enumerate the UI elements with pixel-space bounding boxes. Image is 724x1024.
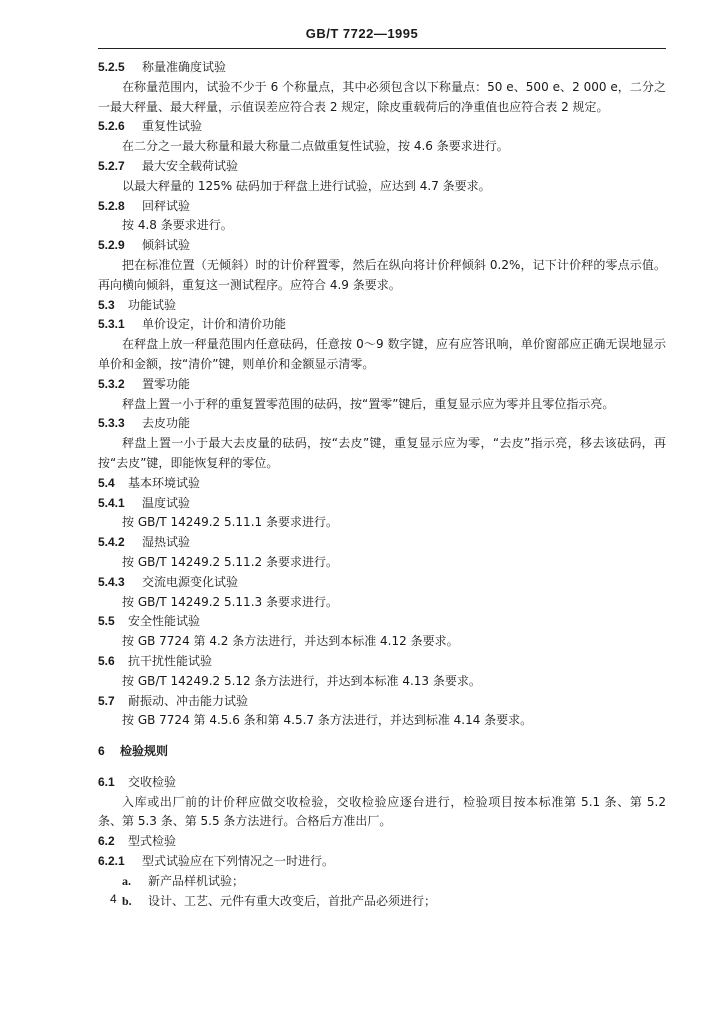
section-number: 5.3 (98, 297, 115, 312)
section-number: 6.2.1 (98, 854, 125, 869)
list-item (98, 872, 666, 892)
section-heading (98, 117, 666, 137)
section-title: 置零功能 (142, 376, 191, 391)
list-text: 新产品样机试验； (148, 873, 245, 888)
section-heading (98, 58, 666, 78)
chapter-heading (98, 742, 666, 762)
section-heading (98, 573, 666, 593)
section-number: 5.4.3 (98, 574, 125, 589)
section-number: 6.1 (98, 774, 115, 789)
section-title: 型式试验应在下列情况之一时进行。 (142, 854, 335, 869)
paragraph: 在秤盘上放一秤量范围内任意砝码，任意按 0～9 数字键，应有应答讯响，单价窗部应正确无误地显示单价和金额，按“清价”键，则单价和金额显示清零。 (98, 337, 666, 371)
section-title: 重复性试验 (142, 119, 203, 134)
paragraph: 按 4.8 条要求进行。 (122, 218, 233, 233)
section-number: 5.3.2 (98, 376, 125, 391)
section-heading (98, 612, 666, 632)
section-heading (98, 414, 666, 434)
section-title: 回秤试验 (142, 198, 191, 213)
document-body (98, 58, 666, 911)
section-number: 5.2.6 (98, 119, 125, 134)
section-number: 5.2.7 (98, 158, 125, 173)
section-title: 抗干扰性能试验 (128, 653, 213, 668)
section-number: 5.5 (98, 614, 115, 629)
section-heading (98, 533, 666, 553)
section-title: 安全性能试验 (128, 614, 201, 629)
paragraph: 以最大秤量的 125% 砝码加于秤盘上进行试验，应达到 4.7 条要求。 (122, 178, 491, 193)
section-heading (98, 375, 666, 395)
section-title: 基本环境试验 (128, 475, 201, 490)
section-number: 5.2.5 (98, 60, 125, 74)
section-title: 单价设定，计价和清价功能 (142, 317, 287, 332)
list-item (98, 892, 666, 912)
paragraph: 按 GB 7724 第 4.5.6 条和第 4.5.7 条方法进行，并达到标准 4.14 条要求。 (122, 713, 533, 728)
section-title: 最大安全载荷试验 (142, 158, 239, 173)
section-number: 6 (98, 744, 105, 759)
list-marker: b. (122, 893, 132, 908)
section-heading (98, 157, 666, 177)
section-title: 交流电源变化试验 (142, 574, 239, 589)
section-number: 5.4.2 (98, 535, 125, 550)
section-title: 检验规则 (120, 744, 169, 759)
section-heading (98, 474, 666, 494)
section-number: 5.2.9 (98, 238, 125, 253)
paragraph: 按 GB 7724 第 4.2 条方法进行，并达到本标准 4.12 条要求。 (122, 634, 459, 649)
section-heading (98, 692, 666, 712)
list-text: 设计、工艺、元件有重大改变后，首批产品必须进行； (148, 893, 437, 908)
section-heading (98, 832, 666, 852)
section-title: 型式检验 (128, 834, 177, 849)
paragraph: 把在标准位置（无倾斜）时的计价秤置零，然后在纵向将计价秤倾斜 0.2%，记下计价秤的零点示值。再向横向倾斜，重复这一测试程序。应符合 4.9 条要求。 (98, 257, 666, 292)
paragraph: 按 GB/T 14249.2 5.11.1 条要求进行。 (122, 515, 338, 530)
section-number: 5.4.1 (98, 495, 125, 510)
paragraph: 在二分之一最大称量和最大称量二点做重复性试验，按 4.6 条要求进行。 (122, 139, 509, 154)
section-title: 温度试验 (142, 495, 191, 510)
section-heading (98, 773, 666, 793)
section-title: 耐振动、冲击能力试验 (128, 693, 249, 708)
paragraph: 秤盘上置一小于最大去皮量的砝码，按“去皮”键，重复显示应为零，“去皮”指示亮，移去该砝码，再按“去皮”键，即能恢复秤的零位。 (98, 436, 666, 470)
paragraph: 在称量范围内，试验不少于 6 个称量点，其中必须包含以下称量点：50 e、500 e、2 000 e，二分之一最大秤量、最大秤量，示值误差应符合表 2 规定，除皮重载荷后的净重值也应符合表 2 规定。 (98, 79, 666, 114)
section-heading (98, 296, 666, 316)
section-heading (98, 494, 666, 514)
section-title: 去皮功能 (142, 416, 191, 431)
section-title: 交收检验 (128, 774, 177, 789)
section-number: 5.4 (98, 475, 115, 490)
section-heading (98, 852, 666, 872)
page-number: 4 (110, 892, 117, 906)
paragraph: 按 GB/T 14249.2 5.11.3 条要求进行。 (122, 594, 338, 609)
section-number: 5.3.1 (98, 317, 125, 332)
document-header: GB/T 7722—1995 (305, 26, 419, 41)
section-number: 5.7 (98, 693, 115, 708)
section-heading (98, 315, 666, 335)
header-rule (98, 48, 666, 49)
section-number: 5.3.3 (98, 416, 125, 431)
section-heading (98, 236, 666, 256)
paragraph: 按 GB/T 14249.2 5.11.2 条要求进行。 (122, 554, 338, 569)
section-title: 倾斜试验 (142, 238, 191, 253)
spacer (98, 731, 666, 742)
section-number: 5.6 (98, 653, 115, 668)
paragraph: 入库或出厂前的计价秤应做交收检验，交收检验应逐台进行，检验项目按本标准第 5.1 条、第 5.2 条、第 5.3 条、第 5.5 条方法进行。合格后方准出厂。 (98, 794, 666, 829)
paragraph: 秤盘上置一小于秤的重复置零范围的砝码，按“置零”键后，重复显示应为零并且零位指示亮。 (122, 396, 615, 411)
section-title: 功能试验 (128, 297, 177, 312)
section-number: 6.2 (98, 834, 115, 849)
paragraph: 按 GB/T 14249.2 5.12 条方法进行，并达到本标准 4.13 条要求。 (122, 673, 481, 688)
section-heading (98, 652, 666, 672)
spacer (98, 762, 666, 773)
section-title: 称量准确度试验 (142, 60, 227, 74)
section-number: 5.2.8 (98, 198, 125, 213)
list-marker: a. (122, 873, 131, 888)
section-heading (98, 197, 666, 217)
section-title: 湿热试验 (142, 535, 191, 550)
